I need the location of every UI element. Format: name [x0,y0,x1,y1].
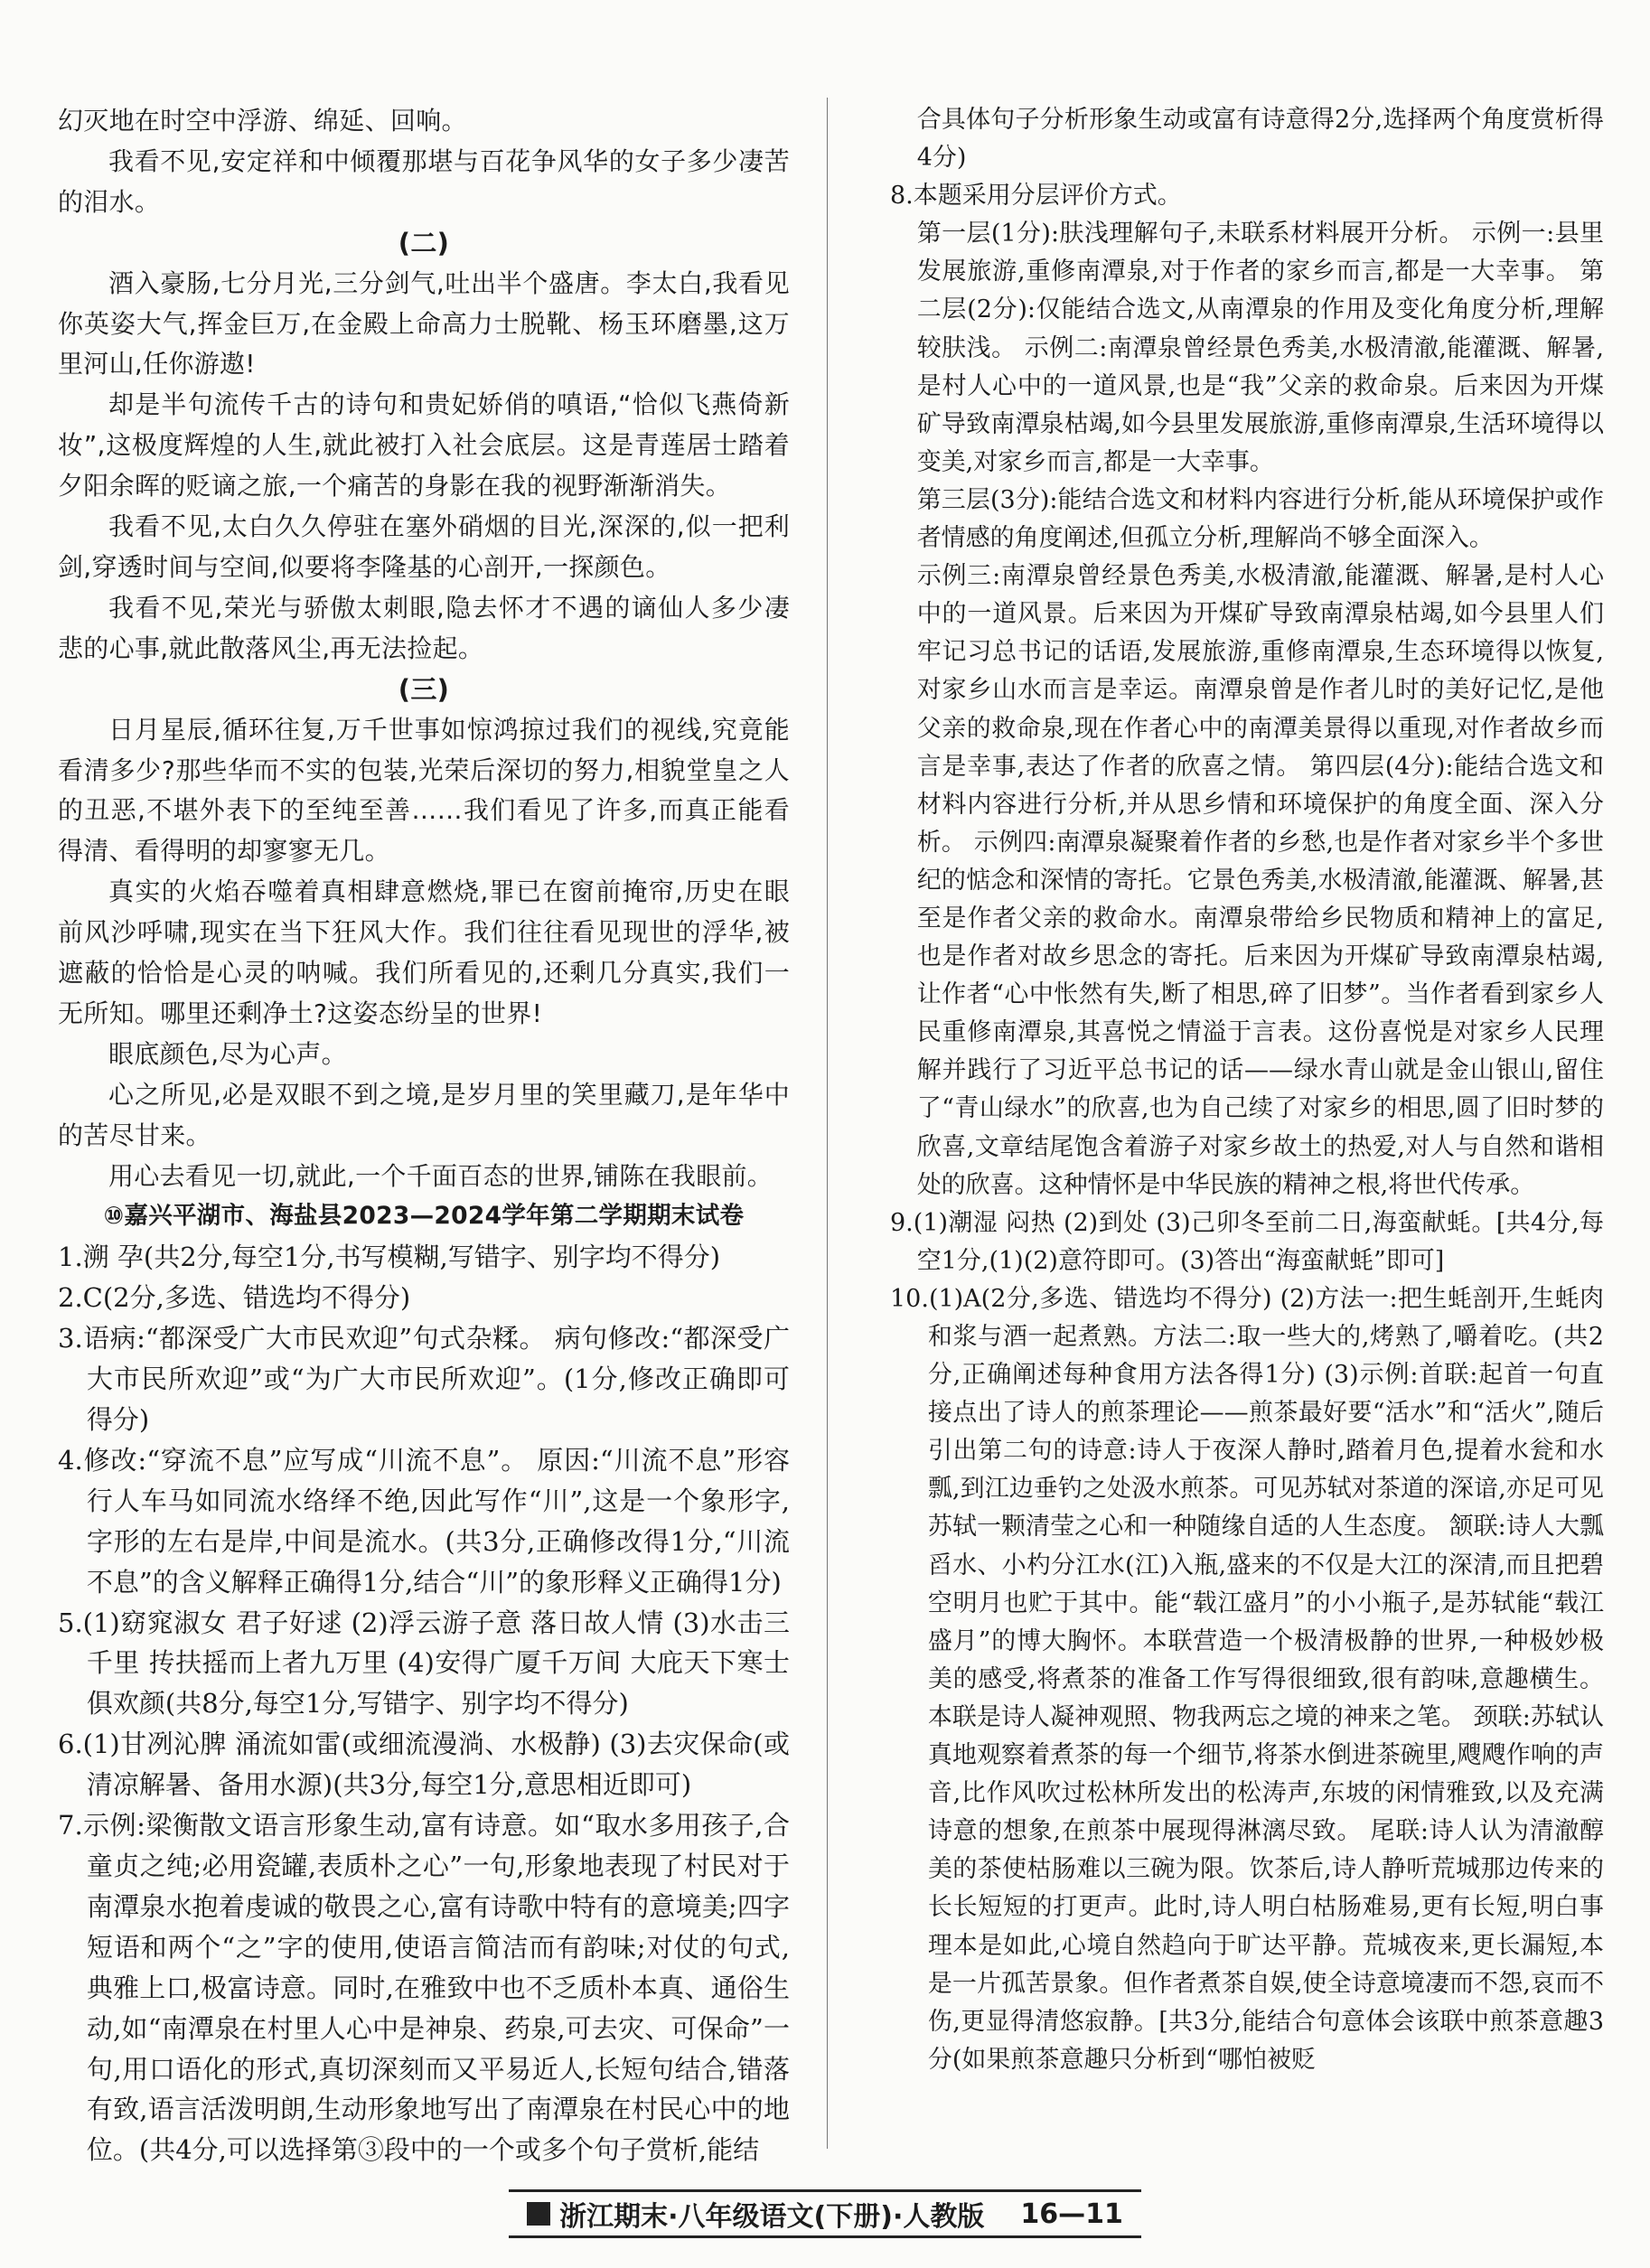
answer-level: 第一层(1分):肤浅理解句子,未联系材料展开分析。 示例一:县里发展旅游,重修南潭泉,对于作者的家乡而言,都是一大幸事。 第二层(2分):仅能结合选文,从南潭泉的作用及变化角度分析,理解较肤浅。 示例二:南潭泉曾经景色秀美,水极清澈,能灌溉、解暑,是村人心中的一道风景,也是“我”父亲的救命泉。后来因为开煤矿导致南潭泉枯竭,如今县里发展旅游,重修南潭泉,生活环境得以变美,对家乡而言,都是一大幸事。 [916,220,1604,476]
footer-bar [509,2189,1141,2238]
answer-item: 7.示例:梁衡散文语言形象生动,富有诗意。如“取水多用孩子,合童贞之纯;必用瓷罐,表质朴之心”一句,形象地表现了村民对于南潭泉水抱着虔诚的敬畏之心,富有诗歌中特有的意境美;四字短语和两个“之”字的使用,使语言简洁而有韵味;对仗的句式,典雅上口,极富诗意。同时,在雅致中也不乏质朴本真、通俗生动,如“南潭泉在村里人心中是神泉、药泉,可去灾、可保命”一句,用口语化的形式,真切深刻而又平易近人,长短句结合,错落有致,语言活泼明朗,生动形象地写出了南潭泉在村民心中的地位。(共4分,可以选择第③段中的一个或多个句子赏析,能结 [58,1810,790,2166]
section-heading: (二) [398,227,450,258]
essay-paragraph: 心之所见,必是双眼不到之境,是岁月里的笑里藏刀,是年华中的苦尽甘来。 [58,1079,790,1150]
answer-level: 第三层(3分):能结合选文和材料内容进行分析,能从环境保护或作者情感的角度阐述,但孤立分析,理解尚不够全面深入。 [916,485,1604,553]
essay-paragraph: 幻灭地在时空中浮游、绵延、回响。 [58,106,467,136]
essay-paragraph: 我看不见,太白久久停驻在塞外硝烟的目光,深深的,似一把利剑,穿透时间与空间,似要将李隆基的心剖开,一探颜色。 [58,511,790,582]
essay-paragraph: 我看不见,安定祥和中倾覆那堪与百花争风华的女子多少凄苦的泪水。 [58,145,790,217]
answer-item: 4.修改:“穿流不息”应写成“川流不息”。 原因:“川流不息”形容行人车马如同流水络绎不绝,因此写作“川”,这是一个象形字,字形的左右是岸,中间是流水。(共3分,正确修改得1分,“川流不息”的含义解释正确得1分,结合“川”的象形释义正确得1分) [58,1444,790,1598]
answer-level: 示例三:南潭泉曾经景色秀美,水极清澈,能灌溉、解暑,是村人心中的一道风景。后来因为开煤矿导致南潭泉枯竭,如今县里人们牢记习总书记的话语,发展旅游,重修南潭泉,生态环境得以恢复,对家乡山水而言是幸运。南潭泉曾是作者儿时的美好记忆,是他父亲的救命泉,现在作者心中的南潭美景得以重现,对作者故乡而言是幸事,表达了作者的欣喜之情。 第四层(4分):能结合选文和材料内容进行分析,并从思乡情和环境保护的角度全面、深入分析。 示例四:南潭泉凝聚着作者的乡愁,也是作者对家乡半个多世纪的惦念和深情的寄托。它景色秀美,水极清澈,能灌溉、解暑,甚至是作者父亲的救命水。南潭泉带给乡民物质和精神上的富足,也是作者对故乡思念的寄托。后来因为开煤矿导致南潭泉枯竭,让作者“心中怅然有失,断了相思,碎了旧梦”。当作者看到家乡人民重修南潭泉,其喜悦之情溢于言表。这份喜悦是对家乡人民理解并践行了习近平总书记的话——绿水青山就是金山银山,留住了“青山绿水”的欣喜,也为自己续了对家乡的相思,圆了旧时梦的欣喜,文章结尾饱含着游子对家乡故土的热爱,对人与自然和谐相处的欣喜。这种情怀是中华民族的精神之根,将世代传承。 [916,562,1604,1199]
answer-item: 3.语病:“都深受广大市民欢迎”句式杂糅。 病句修改:“都深受广大市民所欢迎”或“为广大市民所欢迎”。(1分,修改正确即可得分) [58,1323,790,1435]
answer-item: 6.(1)甘冽沁脾 涌流如雷(或细流漫淌、水极静) (3)去灾保命(或清凉解暑、备用水源)(共3分,每空1分,意思相近即可) [58,1729,790,1801]
left-column [58,101,790,2170]
answer-item: 1.溯 孕(共2分,每空1分,书写模糊,写错字、别字均不得分) [58,1242,721,1273]
essay-paragraph: 用心去看见一切,就此,一个千面百态的世界,铺陈在我眼前。 [108,1160,773,1191]
answer-item: 2.C(2分,多选、错选均不得分) [58,1282,411,1314]
page-footer [0,2194,1650,2234]
right-column [890,101,1604,2079]
essay-paragraph: 日月星辰,循环往复,万千世事如惊鸿掠过我们的视线,究竟能看清多少?那些华而不实的包装,光荣后深切的努力,相貌堂皇之人的丑恶,不堪外表下的至纯至善……我们看见了许多,而真正能看得清、看得明的却寥寥无几。 [58,714,790,867]
book-logo-icon [527,2202,550,2226]
answer-item: 9.(1)潮湿 闷热 (2)到处 (3)己卯冬至前二日,海蛮献蚝。[共4分,每空1分,(1)(2)意符即可。(3)答出“海蛮献蚝”即可] [890,1208,1604,1275]
answer-item: 8.本题采用分层评价方式。 [890,182,1182,211]
essay-paragraph: 却是半句流传千古的诗句和贵妃娇俏的嗔语,“恰似飞燕倚新妆”,这极度辉煌的人生,就此被打入社会底层。这是青莲居士踏着夕阳余晖的贬谪之旅,一个痛苦的身影在我的视野渐渐消失。 [58,389,790,501]
column-divider [827,98,828,2149]
answer-item: 5.(1)窈窕淑女 君子好逑 (2)浮云游子意 落日故人情 (3)水击三千里 抟扶摇而上者九万里 (4)安得广厦千万间 大庇天下寒士俱欢颜(共8分,每空1分,写错字、别字均不得分) [58,1607,790,1720]
essay-paragraph: 真实的火焰吞噬着真相肆意燃烧,罪已在窗前掩帘,历史在眼前风沙呼啸,现实在当下狂风大作。我们往往看见现世的浮华,被遮蔽的恰恰是心灵的呐喊。我们所看见的,还剩几分真实,我们一无所知。哪里还剩净土?这姿态纷呈的世界! [58,876,790,1028]
section-heading: (三) [398,673,450,705]
answer-continuation: 合具体句子分析形象生动或富有诗意得2分,选择两个角度赏析得4分) [916,106,1604,173]
page-number: 16—11 [1020,2198,1123,2230]
answer-item: 10.(1)A(2分,多选、错选均不得分) (2)方法一:把生蚝剖开,生蚝肉和浆与酒一起煮熟。方法二:取一些大的,烤熟了,嚼着吃。(共2分,正确阐述每种食用方法各得1分) (3)示例:首联:起首一句直接点出了诗人的煎茶理论——煎茶最好要“活水”和“活火”,随后引出第二句的诗意:诗人于夜深人静时,踏着月色,提着水瓮和水瓢,到江边垂钓之处汲水煎茶。可见苏轼对茶道的深谙,亦足可见苏轼一颗清莹之心和一种随缘自适的人生态度。 颔联:诗人大瓢舀水、小杓分江水(江)入瓶,盛来的不仅是大江的深清,而且把碧空明月也贮于其中。能“载江盛月”的小小瓶子,是苏轼能“载江盛月”的博大胸怀。本联营造一个极清极静的世界,一种极妙极美的感受,将煮茶的准备工作写得很细致,很有韵味,意趣横生。本联是诗人凝神观照、物我两忘之境的神来之笔。 颈联:苏轼认真地观察着煮茶的每一个细节,将茶水倒进茶碗里,飕飕作响的声音,比作风吹过松林所发出的松涛声,东坡的闲情雅致,以及充满诗意的想象,在煎茶中展现得淋漓尽致。 尾联:诗人认为清澈醇美的茶使枯肠难以三碗为限。饮茶后,诗人静听荒城那边传来的长长短短的打更声。此时,诗人明白枯肠难易,更有长短,明白事理本是如此,心境自然趋向于旷达平静。荒城夜来,更长漏短,本是一片孤苦景象。但作者煮茶自娱,使全诗意境凄而不怨,哀而不伤,更显得清悠寂静。[共3分,能结合句意体会该联中煎茶意趣3分(如果煎茶意趣只分析到“哪怕被贬 [890,1284,1604,2074]
essay-paragraph: 我看不见,荣光与骄傲太刺眼,隐去怀才不遇的谪仙人多少凄悲的心事,就此散落风尘,再无法捡起。 [58,592,790,663]
exam-title: ⑩嘉兴平湖市、海盐县2023—2024学年第二学期期末试卷 [103,1202,745,1231]
essay-paragraph: 酒入豪肠,七分月光,三分剑气,吐出半个盛唐。李太白,我看见你英姿大气,挥金巨万,在金殿上命高力士脱靴、杨玉环磨墨,这万里河山,任你游遨! [58,267,790,380]
book-title: 浙江期末·八年级语文(下册)·人教版 [559,2201,985,2233]
essay-paragraph: 眼底颜色,尽为心声。 [108,1038,347,1069]
